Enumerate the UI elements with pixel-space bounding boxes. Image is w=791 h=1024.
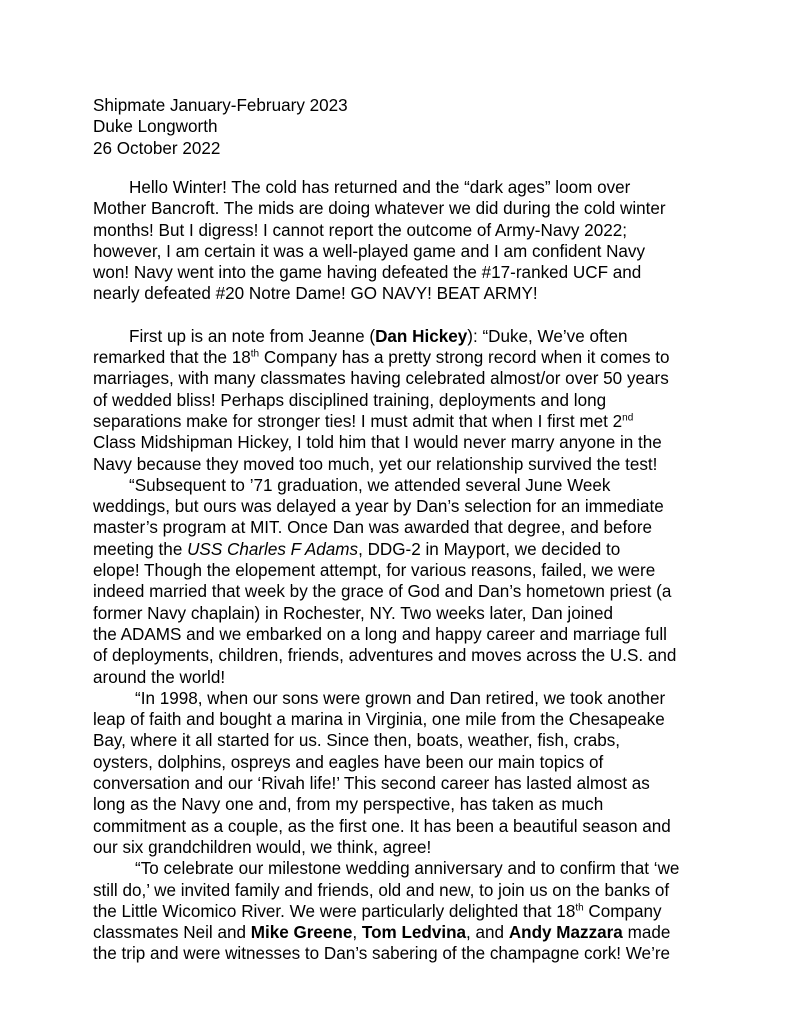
text-line: leap of faith and bought a marina in Virginia, one mile from the Chesapeake xyxy=(93,710,665,730)
text-line: Navy because they moved too much, yet our relationship survived the test! xyxy=(93,454,658,474)
text-line: marriages, with many classmates having celebrated almost/or over 50 years xyxy=(93,369,669,389)
publication-line: Shipmate January-February 2023 xyxy=(93,96,348,115)
text-line: around the world! xyxy=(93,667,226,687)
text-line: the Little Wicomico River. We were particularly delighted that 18th Company xyxy=(93,901,662,921)
text-line: “To celebrate our milestone wedding anniversary and to confirm that ‘we xyxy=(135,859,680,879)
text-line: “In 1998, when our sons were grown and Dan retired, we took another xyxy=(135,688,666,708)
text-line: won! Navy went into the game having defeated the #17-ranked UCF and xyxy=(93,263,642,283)
paragraph-intro xyxy=(93,177,718,305)
paragraph-marina xyxy=(93,688,718,858)
text-line: former Navy chaplain) in Rochester, NY. Two weeks later, Dan joined xyxy=(93,603,614,623)
text-line: oysters, dolphins, ospreys and eagles have been our main topics of xyxy=(93,752,604,772)
text-line: of wedded bliss! Perhaps disciplined training, deployments and long xyxy=(93,390,607,410)
text-line: “Subsequent to ’71 graduation, we attended several June Week xyxy=(129,475,611,495)
text-line: master’s program at MIT. Once Dan was awarded that degree, and before xyxy=(93,518,653,538)
text-line: elope! Though the elopement attempt, for various reasons, failed, we were xyxy=(93,561,656,581)
text-line: conversation and our ‘Rivah life!’ This second career has lasted almost as xyxy=(93,774,650,794)
paragraph-anniversary xyxy=(93,858,718,964)
text-line: First up is an note from Jeanne (Dan Hickey): “Duke, We’ve often xyxy=(129,326,628,346)
text-line: meeting the USS Charles F Adams, DDG-2 in Mayport, we decided to xyxy=(93,539,621,559)
text-line: Bay, where it all started for us. Since then, boats, weather, fish, crabs, xyxy=(93,731,621,751)
classmate-name: Tom Ledvina xyxy=(361,923,467,943)
text-line: classmates Neil and Mike Greene, Tom Ledvina, and Andy Mazzara made xyxy=(93,923,671,943)
text-line: months! But I digress! I cannot report the outcome of Army-Navy 2022; xyxy=(93,220,627,240)
text-line: long as the Navy one and, from my perspective, has taken as much xyxy=(93,795,604,815)
paragraph-jeanne-note xyxy=(93,326,718,475)
text-line: still do,’ we invited family and friends, old and new, to join us on the banks of xyxy=(93,880,670,900)
date-line: 26 October 2022 xyxy=(93,138,221,158)
classmate-name: Mike Greene xyxy=(250,923,353,943)
classmate-name: Andy Mazzara xyxy=(508,923,623,943)
text-line: remarked that the 18th Company has a pretty strong record when it comes to xyxy=(93,348,670,368)
text-line: Class Midshipman Hickey, I told him that I would never marry anyone in the xyxy=(93,433,662,453)
text-line: however, I am certain it was a well-played game and I am confident Navy xyxy=(93,241,646,261)
text-line: our six grandchildren would, we think, agree! xyxy=(93,837,432,857)
text-line: the ADAMS and we embarked on a long and happy career and marriage full xyxy=(93,624,667,644)
paragraph-graduation xyxy=(93,475,718,688)
text-line: the trip and were witnesses to Dan’s sabering of the champagne cork! We’re xyxy=(93,944,671,964)
text-line: of deployments, children, friends, adventures and moves across the U.S. and xyxy=(93,646,677,666)
text-line: separations make for stronger ties! I must admit that when I first met 2nd xyxy=(93,411,634,431)
ship-name: USS Charles F Adams xyxy=(187,539,359,559)
text-line: Hello Winter! The cold has returned and the “dark ages” loom over xyxy=(129,178,631,197)
text-line: nearly defeated #20 Notre Dame! GO NAVY! BEAT ARMY! xyxy=(93,284,538,304)
text-line: Mother Bancroft. The mids are doing whatever we did during the cold winter xyxy=(93,199,666,219)
text-line: commitment as a couple, as the first one. It has been a beautiful season and xyxy=(93,816,671,836)
document-header xyxy=(93,95,713,159)
column-body xyxy=(93,177,718,965)
classmate-name: Dan Hickey xyxy=(375,326,468,346)
author-line: Duke Longworth xyxy=(93,117,218,137)
text-line: indeed married that week by the grace of God and Dan’s hometown priest (a xyxy=(93,582,672,602)
text-line: weddings, but ours was delayed a year by Dan’s selection for an immediate xyxy=(93,497,664,517)
